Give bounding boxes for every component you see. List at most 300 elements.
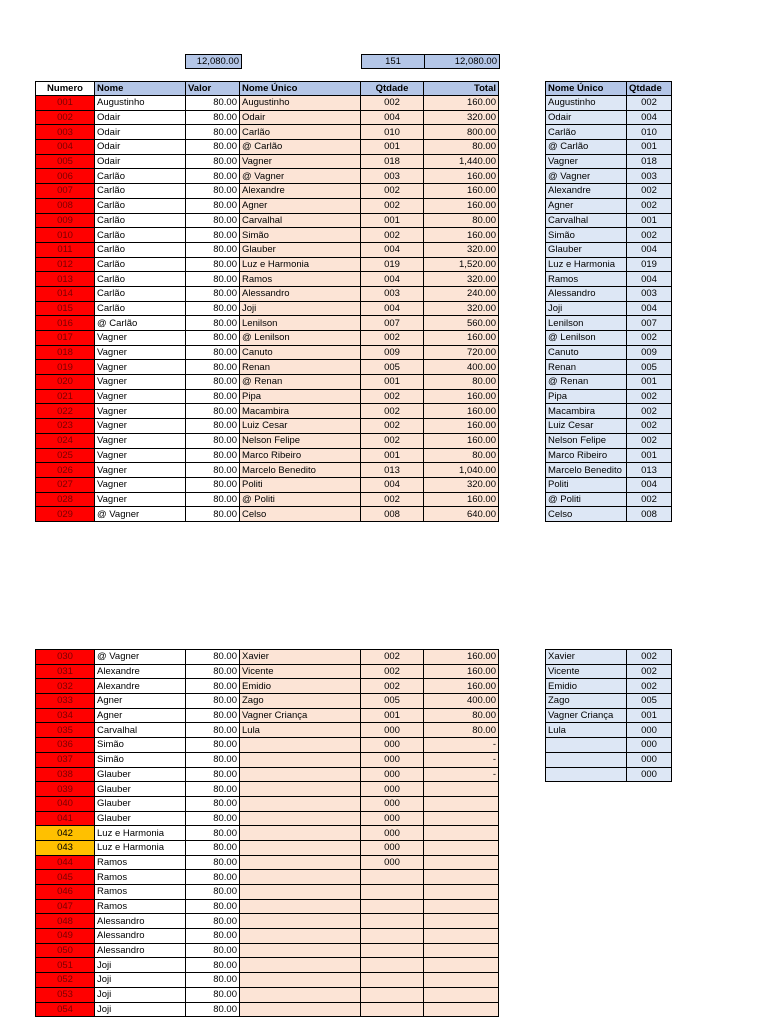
total-cell[interactable]: 400.00 (424, 360, 499, 375)
nome-cell[interactable]: Vagner (95, 345, 186, 360)
valor-cell[interactable]: 80.00 (186, 870, 240, 885)
side-nome-unico-cell[interactable]: Vagner Criança (546, 708, 627, 723)
side-nome-unico-cell[interactable]: Augustinho (546, 96, 627, 111)
side-qtdade-cell[interactable]: 019 (627, 257, 672, 272)
total-cell[interactable]: 160.00 (424, 419, 499, 434)
numero-cell[interactable]: 054 (36, 1002, 95, 1017)
valor-cell[interactable]: 80.00 (186, 796, 240, 811)
total-cell[interactable]: - (424, 738, 499, 753)
nome-cell[interactable]: Odair (95, 110, 186, 125)
numero-cell[interactable]: 024 (36, 433, 95, 448)
numero-cell[interactable]: 002 (36, 110, 95, 125)
qtdade-cell[interactable]: 018 (361, 154, 424, 169)
numero-cell[interactable]: 013 (36, 272, 95, 287)
total-cell[interactable]: 80.00 (424, 140, 499, 155)
valor-cell[interactable]: 80.00 (186, 331, 240, 346)
qtdade-cell[interactable]: 004 (361, 110, 424, 125)
qtdade-cell[interactable] (361, 914, 424, 929)
nome-unico-cell[interactable] (240, 943, 361, 958)
qtdade-cell[interactable]: 004 (361, 301, 424, 316)
numero-cell[interactable]: 027 (36, 477, 95, 492)
side-nome-unico-cell[interactable] (546, 752, 627, 767)
total-cell[interactable]: 1,440.00 (424, 154, 499, 169)
side-nome-unico-cell[interactable]: @ Carlão (546, 140, 627, 155)
nome-cell[interactable]: Carlão (95, 286, 186, 301)
side-nome-unico-cell[interactable]: Lenilson (546, 316, 627, 331)
nome-unico-cell[interactable]: Macambira (240, 404, 361, 419)
nome-unico-cell[interactable]: Renan (240, 360, 361, 375)
valor-cell[interactable]: 80.00 (186, 169, 240, 184)
valor-cell[interactable]: 80.00 (186, 855, 240, 870)
nome-cell[interactable]: @ Carlão (95, 316, 186, 331)
numero-cell[interactable]: 006 (36, 169, 95, 184)
nome-unico-cell[interactable]: @ Renan (240, 375, 361, 390)
total-cell[interactable]: 320.00 (424, 242, 499, 257)
total-cell[interactable] (424, 885, 499, 900)
side-qtdade-cell[interactable]: 002 (627, 331, 672, 346)
nome-unico-cell[interactable]: Marcelo Benedito (240, 463, 361, 478)
total-cell[interactable] (424, 855, 499, 870)
nome-unico-cell[interactable]: Alessandro (240, 286, 361, 301)
total-cell[interactable]: - (424, 752, 499, 767)
header-total[interactable]: Total (424, 82, 499, 96)
total-cell[interactable]: 160.00 (424, 679, 499, 694)
valor-cell[interactable]: 80.00 (186, 885, 240, 900)
nome-cell[interactable]: Carlão (95, 184, 186, 199)
qtdade-cell[interactable] (361, 973, 424, 988)
qtdade-cell[interactable]: 001 (361, 213, 424, 228)
nome-unico-cell[interactable]: Augustinho (240, 96, 361, 111)
nome-cell[interactable]: Odair (95, 125, 186, 140)
valor-cell[interactable]: 80.00 (186, 826, 240, 841)
numero-cell[interactable]: 004 (36, 140, 95, 155)
qtdade-cell[interactable]: 003 (361, 169, 424, 184)
nome-unico-cell[interactable] (240, 855, 361, 870)
side-nome-unico-cell[interactable]: @ Vagner (546, 169, 627, 184)
side-nome-unico-cell[interactable]: Glauber (546, 242, 627, 257)
qtdade-cell[interactable]: 002 (361, 184, 424, 199)
nome-cell[interactable]: Carlão (95, 228, 186, 243)
side-qtdade-cell[interactable]: 002 (627, 433, 672, 448)
numero-cell[interactable]: 032 (36, 679, 95, 694)
qtdade-cell[interactable]: 000 (361, 826, 424, 841)
qtdade-cell[interactable] (361, 899, 424, 914)
header-nome-unico[interactable]: Nome Único (240, 82, 361, 96)
nome-cell[interactable]: Vagner (95, 404, 186, 419)
valor-cell[interactable]: 80.00 (186, 987, 240, 1002)
side-qtdade-cell[interactable]: 000 (627, 723, 672, 738)
nome-unico-cell[interactable] (240, 811, 361, 826)
nome-unico-cell[interactable]: Vagner Criança (240, 708, 361, 723)
nome-unico-cell[interactable]: Simão (240, 228, 361, 243)
numero-cell[interactable]: 009 (36, 213, 95, 228)
side-nome-unico-cell[interactable]: Celso (546, 507, 627, 522)
nome-cell[interactable]: Joji (95, 958, 186, 973)
valor-cell[interactable]: 80.00 (186, 389, 240, 404)
qtdade-cell[interactable]: 002 (361, 664, 424, 679)
side-qtdade-cell[interactable]: 003 (627, 286, 672, 301)
nome-cell[interactable]: Alexandre (95, 664, 186, 679)
numero-cell[interactable]: 041 (36, 811, 95, 826)
numero-cell[interactable]: 049 (36, 929, 95, 944)
nome-cell[interactable]: Carvalhal (95, 723, 186, 738)
nome-unico-cell[interactable] (240, 885, 361, 900)
valor-cell[interactable]: 80.00 (186, 448, 240, 463)
total-cell[interactable] (424, 782, 499, 797)
nome-cell[interactable]: Luz e Harmonia (95, 840, 186, 855)
numero-cell[interactable]: 038 (36, 767, 95, 782)
qtdade-cell[interactable]: 001 (361, 448, 424, 463)
total-cell[interactable] (424, 929, 499, 944)
numero-cell[interactable]: 037 (36, 752, 95, 767)
side-qtdade-cell[interactable]: 005 (627, 694, 672, 709)
total-cell[interactable]: 80.00 (424, 375, 499, 390)
nome-unico-cell[interactable] (240, 914, 361, 929)
numero-cell[interactable]: 001 (36, 96, 95, 111)
qtdade-cell[interactable]: 000 (361, 855, 424, 870)
qtdade-cell[interactable]: 002 (361, 492, 424, 507)
numero-cell[interactable]: 017 (36, 331, 95, 346)
side-qtdade-cell[interactable]: 004 (627, 242, 672, 257)
numero-cell[interactable]: 011 (36, 242, 95, 257)
qtdade-cell[interactable]: 013 (361, 463, 424, 478)
nome-unico-cell[interactable]: Vicente (240, 664, 361, 679)
nome-unico-cell[interactable] (240, 826, 361, 841)
side-nome-unico-cell[interactable]: Zago (546, 694, 627, 709)
nome-cell[interactable]: Joji (95, 973, 186, 988)
nome-cell[interactable]: Carlão (95, 213, 186, 228)
nome-cell[interactable]: Simão (95, 738, 186, 753)
side-qtdade-cell[interactable]: 002 (627, 679, 672, 694)
side-qtdade-cell[interactable]: 008 (627, 507, 672, 522)
side-qtdade-cell[interactable]: 002 (627, 389, 672, 404)
valor-cell[interactable]: 80.00 (186, 694, 240, 709)
side-nome-unico-cell[interactable]: @ Lenilson (546, 331, 627, 346)
side-nome-unico-cell[interactable]: Marco Ribeiro (546, 448, 627, 463)
header-valor[interactable]: Valor (186, 82, 240, 96)
side-header-nome-unico[interactable]: Nome Único (546, 82, 627, 96)
nome-unico-cell[interactable]: Emidio (240, 679, 361, 694)
valor-cell[interactable]: 80.00 (186, 345, 240, 360)
valor-cell[interactable]: 80.00 (186, 375, 240, 390)
nome-unico-cell[interactable] (240, 958, 361, 973)
side-nome-unico-cell[interactable]: Emidio (546, 679, 627, 694)
nome-cell[interactable]: Vagner (95, 419, 186, 434)
valor-cell[interactable]: 80.00 (186, 899, 240, 914)
valor-cell[interactable]: 80.00 (186, 943, 240, 958)
nome-cell[interactable]: Simão (95, 752, 186, 767)
valor-cell[interactable]: 80.00 (186, 914, 240, 929)
side-nome-unico-cell[interactable]: Carlão (546, 125, 627, 140)
side-nome-unico-cell[interactable]: @ Politi (546, 492, 627, 507)
total-cell[interactable]: 160.00 (424, 664, 499, 679)
qtdade-cell[interactable]: 000 (361, 840, 424, 855)
valor-cell[interactable]: 80.00 (186, 360, 240, 375)
nome-unico-cell[interactable]: Ramos (240, 272, 361, 287)
total-cell[interactable]: 1,040.00 (424, 463, 499, 478)
qtdade-cell[interactable]: 002 (361, 679, 424, 694)
nome-cell[interactable]: Glauber (95, 811, 186, 826)
nome-cell[interactable]: Alessandro (95, 914, 186, 929)
total-cell[interactable]: 320.00 (424, 477, 499, 492)
valor-cell[interactable]: 80.00 (186, 272, 240, 287)
nome-unico-cell[interactable] (240, 752, 361, 767)
nome-cell[interactable]: Agner (95, 708, 186, 723)
side-nome-unico-cell[interactable]: Alessandro (546, 286, 627, 301)
numero-cell[interactable]: 007 (36, 184, 95, 199)
qtdade-cell[interactable] (361, 885, 424, 900)
numero-cell[interactable]: 025 (36, 448, 95, 463)
qtdade-cell[interactable] (361, 943, 424, 958)
valor-cell[interactable]: 80.00 (186, 664, 240, 679)
total-cell[interactable]: 400.00 (424, 694, 499, 709)
header-nome[interactable]: Nome (95, 82, 186, 96)
valor-cell[interactable]: 80.00 (186, 973, 240, 988)
nome-cell[interactable]: Vagner (95, 477, 186, 492)
nome-cell[interactable]: Glauber (95, 796, 186, 811)
numero-cell[interactable]: 018 (36, 345, 95, 360)
numero-cell[interactable]: 042 (36, 826, 95, 841)
total-cell[interactable]: 160.00 (424, 331, 499, 346)
side-header-qtdade[interactable]: Qtdade (627, 82, 672, 96)
total-cell[interactable] (424, 840, 499, 855)
side-nome-unico-cell[interactable]: Canuto (546, 345, 627, 360)
valor-cell[interactable]: 80.00 (186, 301, 240, 316)
side-qtdade-cell[interactable]: 004 (627, 110, 672, 125)
total-cell[interactable]: 800.00 (424, 125, 499, 140)
nome-cell[interactable]: Carlão (95, 198, 186, 213)
nome-cell[interactable]: Vagner (95, 331, 186, 346)
nome-cell[interactable]: Ramos (95, 870, 186, 885)
nome-unico-cell[interactable]: Joji (240, 301, 361, 316)
total-cell[interactable]: 80.00 (424, 708, 499, 723)
valor-cell[interactable]: 80.00 (186, 110, 240, 125)
nome-unico-cell[interactable]: Zago (240, 694, 361, 709)
qtdade-cell[interactable]: 002 (361, 389, 424, 404)
qtdade-cell[interactable] (361, 987, 424, 1002)
total-cell[interactable]: 1,520.00 (424, 257, 499, 272)
nome-cell[interactable]: Joji (95, 987, 186, 1002)
qtdade-cell[interactable]: 002 (361, 331, 424, 346)
nome-cell[interactable]: Vagner (95, 448, 186, 463)
total-cell[interactable]: 160.00 (424, 650, 499, 665)
numero-cell[interactable]: 026 (36, 463, 95, 478)
valor-cell[interactable]: 80.00 (186, 184, 240, 199)
qtdade-cell[interactable]: 000 (361, 752, 424, 767)
numero-cell[interactable]: 035 (36, 723, 95, 738)
nome-cell[interactable]: Odair (95, 154, 186, 169)
numero-cell[interactable]: 036 (36, 738, 95, 753)
side-qtdade-cell[interactable]: 001 (627, 140, 672, 155)
numero-cell[interactable]: 028 (36, 492, 95, 507)
valor-cell[interactable]: 80.00 (186, 811, 240, 826)
nome-cell[interactable]: Vagner (95, 492, 186, 507)
total-cell[interactable]: 720.00 (424, 345, 499, 360)
nome-cell[interactable]: Carlão (95, 301, 186, 316)
header-qtdade[interactable]: Qtdade (361, 82, 424, 96)
side-qtdade-cell[interactable]: 000 (627, 752, 672, 767)
total-cell[interactable]: 80.00 (424, 448, 499, 463)
side-nome-unico-cell[interactable]: Odair (546, 110, 627, 125)
valor-cell[interactable]: 80.00 (186, 929, 240, 944)
nome-unico-cell[interactable]: Xavier (240, 650, 361, 665)
numero-cell[interactable]: 021 (36, 389, 95, 404)
nome-unico-cell[interactable]: @ Lenilson (240, 331, 361, 346)
valor-cell[interactable]: 80.00 (186, 286, 240, 301)
qtdade-cell[interactable]: 004 (361, 477, 424, 492)
qtdade-cell[interactable]: 009 (361, 345, 424, 360)
nome-unico-cell[interactable] (240, 767, 361, 782)
total-cell[interactable]: 240.00 (424, 286, 499, 301)
nome-cell[interactable]: Carlão (95, 257, 186, 272)
total-cell[interactable] (424, 796, 499, 811)
valor-cell[interactable]: 80.00 (186, 650, 240, 665)
total-cell[interactable] (424, 1002, 499, 1017)
valor-cell[interactable]: 80.00 (186, 738, 240, 753)
side-qtdade-cell[interactable]: 002 (627, 664, 672, 679)
side-qtdade-cell[interactable]: 005 (627, 360, 672, 375)
side-qtdade-cell[interactable]: 003 (627, 169, 672, 184)
valor-cell[interactable]: 80.00 (186, 782, 240, 797)
side-qtdade-cell[interactable]: 007 (627, 316, 672, 331)
nome-unico-cell[interactable]: Alexandre (240, 184, 361, 199)
total-cell[interactable]: 80.00 (424, 723, 499, 738)
qtdade-cell[interactable]: 001 (361, 375, 424, 390)
valor-cell[interactable]: 80.00 (186, 752, 240, 767)
total-cell[interactable]: 640.00 (424, 507, 499, 522)
side-qtdade-cell[interactable]: 001 (627, 375, 672, 390)
qtdade-cell[interactable]: 010 (361, 125, 424, 140)
nome-unico-cell[interactable]: Glauber (240, 242, 361, 257)
qtdade-cell[interactable]: 000 (361, 811, 424, 826)
numero-cell[interactable]: 012 (36, 257, 95, 272)
nome-cell[interactable]: Agner (95, 694, 186, 709)
side-qtdade-cell[interactable]: 002 (627, 198, 672, 213)
total-cell[interactable] (424, 987, 499, 1002)
nome-unico-cell[interactable] (240, 870, 361, 885)
numero-cell[interactable]: 030 (36, 650, 95, 665)
valor-cell[interactable]: 80.00 (186, 679, 240, 694)
numero-cell[interactable]: 020 (36, 375, 95, 390)
total-cell[interactable]: 320.00 (424, 110, 499, 125)
numero-cell[interactable]: 005 (36, 154, 95, 169)
numero-cell[interactable]: 033 (36, 694, 95, 709)
qtdade-cell[interactable]: 005 (361, 360, 424, 375)
total-cell[interactable] (424, 870, 499, 885)
side-qtdade-cell[interactable]: 002 (627, 184, 672, 199)
total-cell[interactable]: 160.00 (424, 228, 499, 243)
nome-unico-cell[interactable] (240, 738, 361, 753)
side-nome-unico-cell[interactable]: Joji (546, 301, 627, 316)
side-qtdade-cell[interactable]: 002 (627, 228, 672, 243)
total-cell[interactable]: 160.00 (424, 492, 499, 507)
qtdade-cell[interactable]: 002 (361, 650, 424, 665)
numero-cell[interactable]: 023 (36, 419, 95, 434)
valor-cell[interactable]: 80.00 (186, 463, 240, 478)
valor-cell[interactable]: 80.00 (186, 492, 240, 507)
valor-cell[interactable]: 80.00 (186, 477, 240, 492)
side-nome-unico-cell[interactable]: Renan (546, 360, 627, 375)
side-qtdade-cell[interactable]: 001 (627, 448, 672, 463)
side-qtdade-cell[interactable]: 004 (627, 301, 672, 316)
valor-cell[interactable]: 80.00 (186, 1002, 240, 1017)
qtdade-cell[interactable]: 000 (361, 796, 424, 811)
valor-cell[interactable]: 80.00 (186, 125, 240, 140)
numero-cell[interactable]: 031 (36, 664, 95, 679)
qtdade-cell[interactable] (361, 1002, 424, 1017)
side-nome-unico-cell[interactable] (546, 738, 627, 753)
side-nome-unico-cell[interactable]: Vagner (546, 154, 627, 169)
qtdade-cell[interactable]: 002 (361, 96, 424, 111)
qtdade-cell[interactable]: 002 (361, 228, 424, 243)
qtdade-cell[interactable]: 003 (361, 286, 424, 301)
qtdade-cell[interactable]: 004 (361, 272, 424, 287)
qtdade-total-cell[interactable]: 151 (362, 55, 425, 69)
numero-cell[interactable]: 044 (36, 855, 95, 870)
nome-unico-cell[interactable]: Carlão (240, 125, 361, 140)
nome-cell[interactable]: Alessandro (95, 929, 186, 944)
nome-unico-cell[interactable] (240, 929, 361, 944)
qtdade-cell[interactable]: 000 (361, 738, 424, 753)
side-nome-unico-cell[interactable]: Nelson Felipe (546, 433, 627, 448)
nome-cell[interactable]: Carlão (95, 272, 186, 287)
side-qtdade-cell[interactable]: 001 (627, 708, 672, 723)
side-nome-unico-cell[interactable]: Xavier (546, 650, 627, 665)
qtdade-cell[interactable]: 008 (361, 507, 424, 522)
qtdade-cell[interactable]: 002 (361, 433, 424, 448)
nome-unico-cell[interactable]: Lenilson (240, 316, 361, 331)
nome-cell[interactable]: Vagner (95, 433, 186, 448)
valor-cell[interactable]: 80.00 (186, 507, 240, 522)
valor-cell[interactable]: 80.00 (186, 723, 240, 738)
nome-unico-cell[interactable]: Marco Ribeiro (240, 448, 361, 463)
qtdade-cell[interactable] (361, 870, 424, 885)
nome-unico-cell[interactable] (240, 899, 361, 914)
valor-cell[interactable]: 80.00 (186, 154, 240, 169)
valor-cell[interactable]: 80.00 (186, 767, 240, 782)
total-cell[interactable] (424, 914, 499, 929)
nome-unico-cell[interactable] (240, 840, 361, 855)
grand-total-cell[interactable]: 12,080.00 (425, 55, 500, 69)
nome-unico-cell[interactable] (240, 1002, 361, 1017)
nome-unico-cell[interactable] (240, 782, 361, 797)
nome-cell[interactable]: Vagner (95, 463, 186, 478)
qtdade-cell[interactable]: 000 (361, 767, 424, 782)
numero-cell[interactable]: 003 (36, 125, 95, 140)
nome-unico-cell[interactable] (240, 987, 361, 1002)
numero-cell[interactable]: 022 (36, 404, 95, 419)
side-qtdade-cell[interactable]: 010 (627, 125, 672, 140)
side-qtdade-cell[interactable]: 004 (627, 477, 672, 492)
nome-cell[interactable]: Vagner (95, 389, 186, 404)
valor-cell[interactable]: 80.00 (186, 96, 240, 111)
nome-unico-cell[interactable]: @ Politi (240, 492, 361, 507)
valor-cell[interactable]: 80.00 (186, 213, 240, 228)
side-nome-unico-cell[interactable]: Pipa (546, 389, 627, 404)
qtdade-cell[interactable]: 001 (361, 708, 424, 723)
nome-cell[interactable]: Glauber (95, 767, 186, 782)
total-cell[interactable] (424, 811, 499, 826)
total-cell[interactable]: 160.00 (424, 404, 499, 419)
total-cell[interactable] (424, 943, 499, 958)
side-qtdade-cell[interactable]: 002 (627, 419, 672, 434)
side-nome-unico-cell[interactable]: Marcelo Benedito (546, 463, 627, 478)
nome-cell[interactable]: Ramos (95, 855, 186, 870)
valor-total-cell[interactable]: 12,080.00 (186, 55, 242, 69)
side-nome-unico-cell[interactable]: Macambira (546, 404, 627, 419)
side-nome-unico-cell[interactable]: Simão (546, 228, 627, 243)
valor-cell[interactable]: 80.00 (186, 419, 240, 434)
